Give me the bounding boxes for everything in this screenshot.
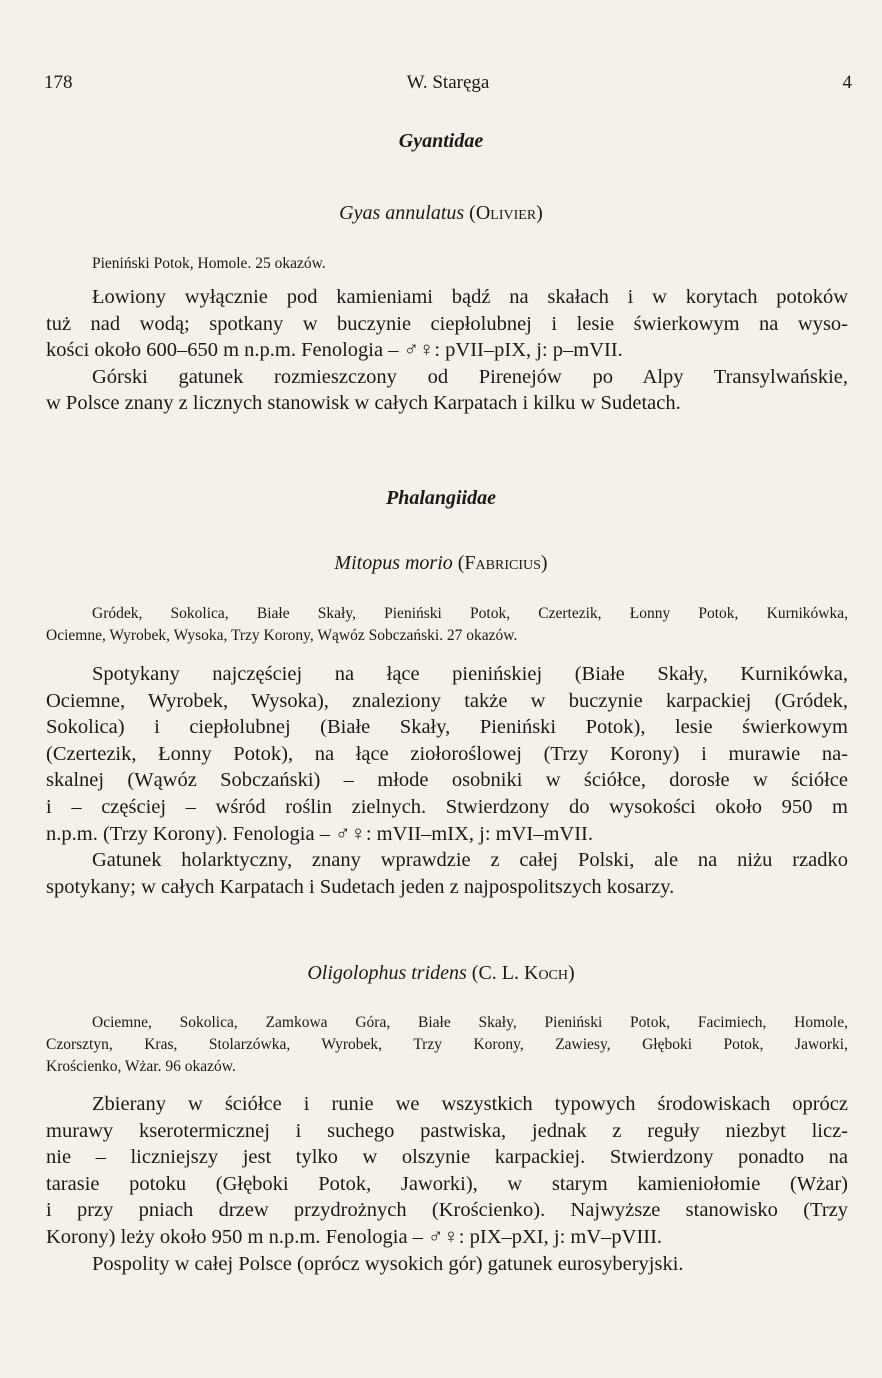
locality-line: Pieniński Potok, Homole. 25 okazów. — [92, 255, 326, 272]
locality-line: Ociemne, Sokolica, Zamkowa Góra, Białe Skały, Pieniński Potok, Facimiech, Homole, — [92, 1014, 848, 1031]
species-heading — [0, 962, 882, 985]
text-line: i – częściej – wśród roślin zielnych. Stwierdzony do wysokości około 950 m — [46, 795, 848, 818]
text-line: skalnej (Wąwóz Sobczański) – młode osobniki w ściółce, dorosłe w ściółce — [46, 769, 848, 792]
species-name: Gyas annulatus — [339, 202, 465, 224]
text-line: kości około 600–650 m n.p.m. Fenologia – ♂♀: pVII–pIX, j: p–mVII. — [46, 339, 623, 362]
localities — [46, 603, 848, 647]
locality-line: Gródek, Sokolica, Białe Skały, Pieniński Potok, Czertezik, Łonny Potok, Kurnikówka, — [92, 605, 848, 622]
species-authority: (Olivier) — [469, 202, 543, 224]
page-number: 178 — [44, 72, 73, 93]
species-authority: (C. L. Koch) — [471, 962, 575, 984]
species-name: Mitopus morio — [334, 552, 453, 574]
locality-line: Czorsztyn, Kras, Stolarzówka, Wyrobek, Trzy Korony, Zawiesy, Głęboki Potok, Jaworki, — [46, 1036, 848, 1053]
species-text — [46, 284, 848, 417]
text-line: i przy pniach drzew przydrożnych (Krościenko). Najwyższe stanowisko (Trzy — [46, 1199, 848, 1222]
issue-number: 4 — [842, 72, 852, 93]
text-line: Ociemne, Wyrobek, Wysoka), znaleziony także w buczynie karpackiej (Gródek, — [46, 689, 848, 712]
text-line: tuż nad wodą; spotkany w buczynie ciepłolubnej i lesie świerkowym na wyso- — [46, 312, 848, 335]
species-text — [46, 1091, 848, 1277]
family-heading: Gyantidae — [398, 130, 484, 152]
localities — [46, 1012, 848, 1078]
text-line: w Polsce znany z licznych stanowisk w całych Karpatach i kilku w Sudetach. — [46, 392, 681, 415]
running-author: W. Staręga — [406, 72, 490, 93]
running-header — [44, 72, 852, 100]
text-line: (Czertezik, Łonny Potok), na łące ziołoroślowej (Trzy Korony) i murawie na- — [46, 742, 848, 765]
species-name: Oligolophus tridens — [307, 962, 467, 984]
text-line: Spotykany najczęściej na łące pienińskiej (Białe Skały, Kurnikówka, — [92, 663, 848, 685]
text-line: Korony) leży około 950 m n.p.m. Fenologia – ♂♀: pIX–pXI, j: mV–pVIII. — [46, 1225, 663, 1248]
text-line: Łowiony wyłącznie pod kamieniami bądź na skałach i w korytach potoków — [92, 286, 848, 308]
text-line: nie – liczniejszy jest tylko w olszynie karpackiej. Stwierdzony ponadto na — [46, 1146, 848, 1169]
text-line: Górski gatunek rozmieszczony od Pirenejów po Alpy Transylwańskie, — [92, 365, 848, 388]
localities — [46, 253, 848, 275]
text-line: tarasie potoku (Głęboki Potok, Jaworki), w starym kamieniołomie (Wżar) — [46, 1172, 848, 1195]
text-line: Pospolity w całej Polsce (oprócz wysokich gór) gatunek eurosyberyjski. — [92, 1252, 684, 1275]
text-line: Gatunek holarktyczny, znany wprawdzie z całej Polski, ale na niżu rzadko — [92, 849, 848, 872]
text-line: Sokolica) i ciepłolubnej (Białe Skały, Pieniński Potok), lesie świerkowym — [46, 716, 848, 739]
species-text — [46, 661, 848, 900]
species-authority: (Fabricius) — [457, 552, 548, 574]
text-line: murawy kserotermicznej i suchego pastwiska, jednak z reguły niezbyt licz- — [46, 1119, 848, 1142]
text-line: spotykany; w całych Karpatach i Sudetach jeden z najpospolitszych kosarzy. — [46, 875, 675, 898]
species-heading — [0, 552, 882, 575]
locality-line: Ociemne, Wyrobek, Wysoka, Trzy Korony, Wąwóz Sobczański. 27 okazów. — [46, 627, 518, 644]
text-line: n.p.m. (Trzy Korony). Fenologia – ♂♀: mVII–mIX, j: mVI–mVII. — [46, 822, 593, 845]
locality-line: Krościenko, Wżar. 96 okazów. — [46, 1058, 236, 1075]
species-heading — [0, 202, 882, 225]
text-line: Zbierany w ściółce i runie we wszystkich typowych środowiskach oprócz — [92, 1093, 848, 1115]
family-heading: Phalangiidae — [385, 487, 496, 509]
